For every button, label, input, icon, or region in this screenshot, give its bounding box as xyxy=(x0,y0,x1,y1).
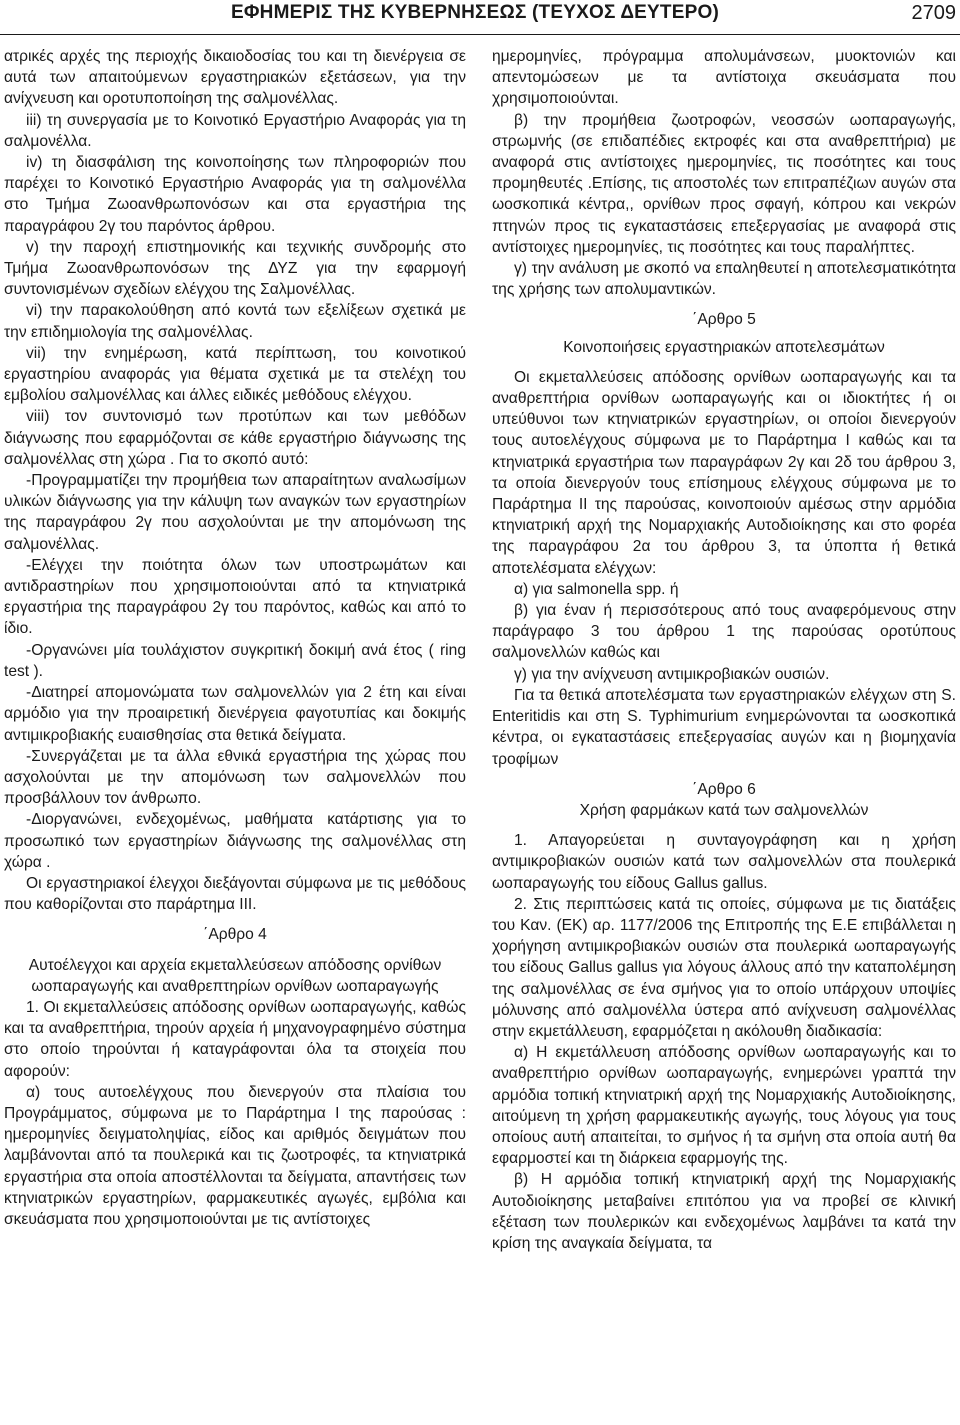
paragraph: -Συνεργάζεται με τα άλλα εθνικά εργαστήρια της χώρας που ασχολούνται με την απομόνωση των σαλμονελλών που προσβάλλουν τον άνθρωπο. xyxy=(4,747,466,808)
paragraph: iv) τη διασφάλιση της κοινοποίησης των πληροφοριών που παρέχει το Κοινοτικό Εργαστήριο Αναφοράς για τη σαλμονέλλα στο Τμήμα Ζωοανθρωπονόσων και στα εργαστήρια της παραγράφου 2γ του παρόντος άρθρου. xyxy=(4,154,466,235)
spacer xyxy=(4,946,466,955)
right-column xyxy=(492,46,956,1254)
paragraph: vii) την ενημέρωση, κατά περίπτωση, του κοινοτικού εργαστηρίου αναφοράς για θέματα σχετικά με τα στελέχη του εμβολίου σαλμονέλλας και άλλες ειδικές μεθόδους ελέγχου. xyxy=(4,344,466,405)
paragraph: vi) την παρακολούθηση από κοντά των εξελίξεων σχετικά με την επιδημιολογία της σαλμονέλλας. xyxy=(4,302,466,341)
paragraph: 1. Απαγορεύεται η συνταγογράφηση και η χρήση αντιμικροβιακών ουσιών κατά των σαλμονελλών στα πουλερικά ωοπαραγωγής του είδους Gallus gallus. xyxy=(492,832,956,892)
spacer xyxy=(492,358,956,367)
section-heading: Χρήση φαρμάκων κατά των σαλμονελλών xyxy=(579,801,869,819)
paragraph: Για τα θετικά αποτελέσματα των εργαστηριακών ελέγχων στη S. Enteritidis και στη S. Typhimurium ενημερώνονται τα ωοσκοπικά κέντρα, οι εγκαταστάσεις επεξεργασίας αυγών και η βιομηχανία τροφίμων xyxy=(492,686,956,768)
paragraph: β) για έναν ή περισσότερους από τους αναφερόμενους στην παράγραφο 3 του άρθρου 1 της παρούσας οροτύπους σαλμονελλών καθώς και xyxy=(492,602,956,662)
paragraph: γ) την ανάλυση με σκοπό να επαληθευτεί η αποτελεσματικότητα της χρήσης των απολυμαντικών. xyxy=(492,260,956,299)
page-header xyxy=(0,0,960,40)
section-heading: ΄Αρθρο 5 xyxy=(692,311,756,329)
paragraph: ημερομηνίες, πρόγραμμα απολυμάνσεων, μυοκτονιών και απεντομώσεων με τα αντίστοιχα σκευάσματα που χρησιμοποιούνται. xyxy=(492,48,956,108)
paragraph: viii) τον συντονισμό των προτύπων και των μεθόδων διάγνωσης που εφαρμόζονται σε κάθε εργαστήριο διάγνωσης της σαλμονέλλας στη χώρα . Για το σκοπό αυτό: xyxy=(4,408,466,468)
section-heading: ΄Αρθρο 6 xyxy=(692,780,756,798)
paragraph: α) για salmonella spp. ή xyxy=(514,580,679,598)
paragraph: -Ελέγχει την ποιότητα όλων των υποστρωμάτων και αντιδραστηρίων που χρησιμοποιούνται από τα κτηνιατρικά εργαστήρια της παραγράφου 2γ του παρόντος, καθώς και από το ίδιο. xyxy=(4,556,466,638)
section-heading: Αυτοέλεγχοι και αρχεία εκμεταλλεύσεων απόδοσης ορνίθων ωοπαραγωγής και αναθρεπτηρίων ορνίθων ωοπαραγωγής xyxy=(28,956,442,995)
spacer xyxy=(492,821,956,830)
paragraph: β) Η αρμόδια τοπική κτηνιατρική αρχή της Νομαρχιακής Αυτοδιοίκησης μεταβαίνει επιτόπου για να προβεί σε κλινική εξέταση των πουλερικών και ενδεχομένως λαμβάνει τα κατά την κρίση της αναγκαία δείγματα, τα xyxy=(492,1171,956,1252)
section-heading: Κοινοποιήσεις εργαστηριακών αποτελεσμάτων xyxy=(563,338,885,356)
paragraph: -Προγραμματίζει την προμήθεια των απαραίτητων αναλωσίμων υλικών διάγνωσης για την κάλυψη των αναγκών των εργαστηρίων της παραγράφου 2γ που ασχολούνται με την απομόνωση της σαλμονέλλας. xyxy=(4,472,466,553)
spacer xyxy=(4,915,466,924)
paragraph: v) την παροχή επιστημονικής και τεχνικής συνδρομής στο Τμήμα Ζωοανθρωπονόσων της ΔΥΖ για την εφαρμογή συντονισμένων σχεδίων ελέγχου της Σαλμονέλλας. xyxy=(4,238,466,299)
paragraph: iii) τη συνεργασία με το Κοινοτικό Εργαστήριο Αναφοράς για τη σαλμονέλλα. xyxy=(4,111,466,150)
paragraph: Οι εκμεταλλεύσεις απόδοσης ορνίθων ωοπαραγωγής και τα αναθρεπτήρια ορνίθων ωοπαραγωγής και οι ιδιοκτήτες ή οι υπεύθυνοι των κτηνιατρικών εργαστηρίων, οι οποίοι διενεργούν τους αυτοελέγχους σύμφωνα με το Παράρτημα Ι καθώς και τα κτηνιατρικά εργαστήρια των παραγράφων 2γ και 2δ του άρθρου 3, τα οποία διενεργούν τους επίσημους ελέγχους σύμφωνα με το Παράρτημα ΙΙ της παρούσας, κοινοποιούν αμέσως στην αρμόδια κτηνιατρική αρχή της Νομαρχιακής Αυτοδιοίκησης και στο φορέα της παραγράφου 2α του άρθρου 3, τα ύποπτα ή θετικά αποτελέσματα ελέγχων: xyxy=(492,368,956,577)
left-column xyxy=(4,46,466,1230)
paragraph: α) Η εκμετάλλευση απόδοσης ορνίθων ωοπαραγωγής και το αναθρεπτήριο ορνίθων ωοπαραγωγής, ενημερώνει γραπτά την αρμόδια τοπική κτηνιατρική αρχή της Νομαρχιακής Αυτοδιοίκησης, αιτούμενη τη χρήση φαρμακευτικής αγωγής, τους λόγους για τους οποίους αυτή απαιτείται, το σμήνος ή τα σμήνη στα οποία αυτή θα εφαρμοστεί και τη διάρκεια εφαρμογής της. xyxy=(492,1044,956,1168)
paragraph: -Διατηρεί απομονώματα των σαλμονελλών για 2 έτη και είναι αρμόδιο για την προαιρετική διενέργεια φαγοτυπίας και δοκιμής αντιμικροβιακής ευαισθησίας στα θετικά δείγματα. xyxy=(4,684,466,744)
header-rule xyxy=(0,34,960,35)
paragraph: -Διοργανώνει, ενδεχομένως, μαθήματα κατάρτισης για το προσωπικό των εργαστηρίων διάγνωσης της σαλμονέλλας στη χώρα . xyxy=(4,811,466,871)
paragraph: β) την προμήθεια ζωοτροφών, νεοσσών ωοπαραγωγής, στρωμνής (σε επιδαπέδιες εκτροφές και στα αναθρεπτήρια) με αναφορά στις αντίστοιχες ημερομηνίες, τις ποσότητες και τους προμηθευτές .Επίσης, τις αποστολές των επιτραπέζιων αυγών στα ωοσκοπικά κέντρα,, ορνίθων προς σφαγή, κόπρου και νεκρών πτηνών προς τις εγκαταστάσεις επεξεργασίας με αναφορά στις αντίστοιχες ημερομηνίες, τις ποσότητες και τους παραλήπτες. xyxy=(492,111,956,256)
page-number: 2709 xyxy=(911,2,956,24)
spacer xyxy=(492,300,956,309)
gazette-title: ΕΦΗΜΕΡΙΣ ΤΗΣ ΚΥΒΕΡΝΗΣΕΩΣ (ΤΕΥΧΟΣ ΔΕΥΤΕΡΟ) xyxy=(231,2,719,23)
paragraph: α) τους αυτοελέγχους που διενεργούν στα πλαίσια του Προγράμματος, σύμφωνα με το Παράρτημα Ι της παρούσας : ημερομηνίες δειγματοληψίας, είδος και αριθμός δειγμάτων που λαμβάνονται από τα πουλερικά και τις ζωοτροφές, τα κτηνιατρικά εργαστήρια στα οποία αποστέλλονται τα δείγματα, απαντήσεις των κτηνιατρικών εργαστηρίων, φαρμακευτικές αγωγές, εμβόλια και σκευάσματα που χρησιμοποιούνται με τις αντίστοιχες xyxy=(4,1083,466,1228)
paragraph: 1. Οι εκμεταλλεύσεις απόδοσης ορνίθων ωοπαραγωγής, καθώς και τα αναθρεπτήρια, τηρούν αρχεία ή μηχανογραφημένο σύστημα στο οποίο τηρούνται ή καταγράφονται όλα τα στοιχεία που αφορούν: xyxy=(4,998,466,1080)
paragraph: -Οργανώνει μία τουλάχιστον συγκριτική δοκιμή ανά έτος ( ring test ). xyxy=(4,641,466,680)
paragraph: ατρικές αρχές της περιοχής δικαιοδοσίας του και τη διενέργεια σε αυτά των απαιτούμενων εργαστηριακών εξετάσεων, για την ανίχνευση και οροτυποποίηση της σαλμονέλλας. xyxy=(4,48,466,108)
paragraph: 2. Στις περιπτώσεις κατά τις οποίες, σύμφωνα με τις διατάξεις του Καν. (ΕΚ) αρ. 1177/2006 της Επιτροπής της Ε.Ε επιβάλλεται η χορήγηση αντιμικροβιακών ουσιών στα πουλερικά ωοπαραγωγής του είδους Gallus gallus για λόγους άλλους από την καταπολέμηση της σαλμονέλλας σε ένα σμήνος για το οποίο υπάρχουν υποψίες μόλυνσης από σαλμονέλλα ύστερα από ανίχνευση σαλμονέλλας στην εκμετάλλευση, εφαρμόζεται η ακόλουθη διαδικασία: xyxy=(492,895,956,1040)
paragraph: Οι εργαστηριακοί έλεγχοι διεξάγονται σύμφωνα με τις μεθόδους που καθορίζονται στο παράρτημα ΙΙΙ. xyxy=(4,874,466,914)
spacer xyxy=(492,770,956,779)
section-heading: ΄Αρθρο 4 xyxy=(203,926,267,944)
paragraph: γ) για την ανίχνευση αντιμικροβιακών ουσιών. xyxy=(514,665,830,683)
